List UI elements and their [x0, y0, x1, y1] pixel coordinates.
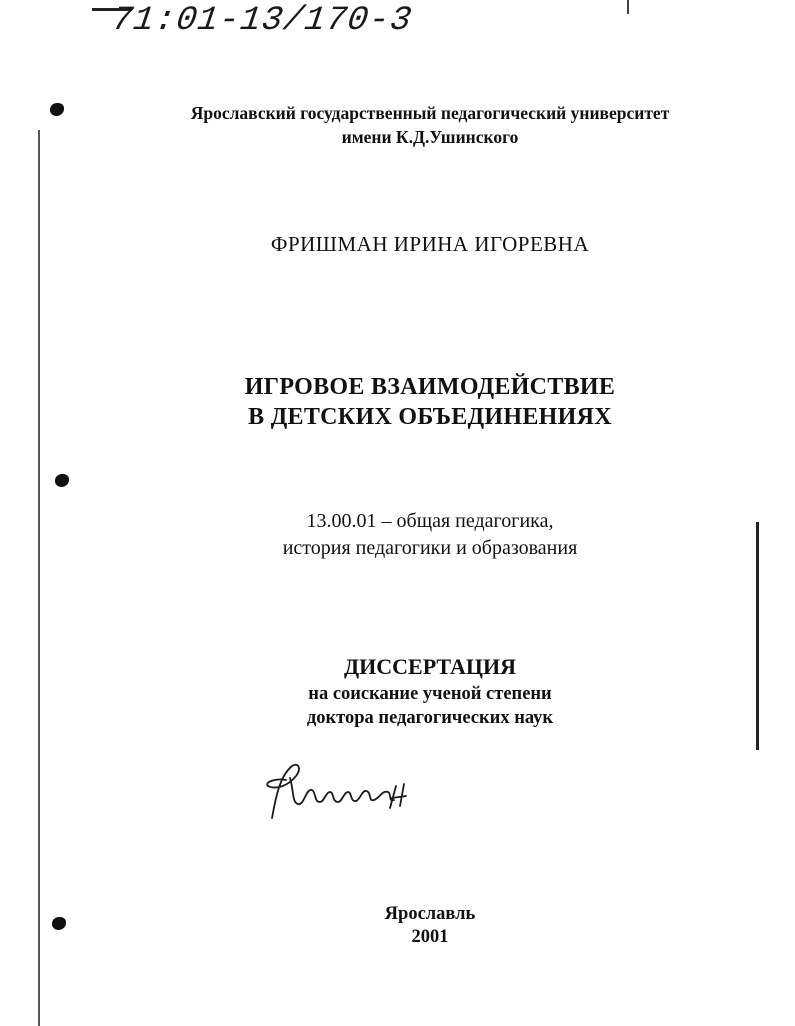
- specialty-block: [0, 508, 795, 562]
- author-name: ФРИШМАН ИРИНА ИГОРЕВНА: [270, 232, 590, 256]
- year: 2001: [411, 927, 449, 947]
- university-name: Ярославский государственный педагогический университет: [190, 103, 670, 123]
- author-signature: [262, 756, 412, 826]
- city: Ярославль: [384, 904, 476, 924]
- catalog-code: 71:01-13/170-3: [109, 2, 415, 40]
- degree-line-2: доктора педагогических наук: [306, 708, 554, 728]
- footer-block: [0, 903, 795, 949]
- degree-line-1: на соискание ученой степени: [308, 684, 552, 704]
- university-dedication: имени К.Д.Ушинского: [341, 127, 519, 147]
- university-header: [0, 101, 795, 149]
- punch-hole-middle: [55, 474, 69, 487]
- scan-left-edge: [38, 130, 40, 1026]
- document-type-heading: ДИССЕРТАЦИЯ: [344, 654, 516, 679]
- title-line-1: ИГРОВОЕ ВЗАИМОДЕЙСТВИЕ: [244, 374, 616, 400]
- degree-block: [0, 682, 795, 730]
- title-line-2: В ДЕТСКИХ ОБЪЕДИНЕНИЯХ: [248, 404, 612, 430]
- dissertation-title: [0, 372, 795, 432]
- scan-top-mark: [627, 0, 629, 14]
- specialty-name: история педагогики и образования: [282, 537, 578, 559]
- specialty-code: 13.00.01 – общая педагогика,: [306, 510, 554, 532]
